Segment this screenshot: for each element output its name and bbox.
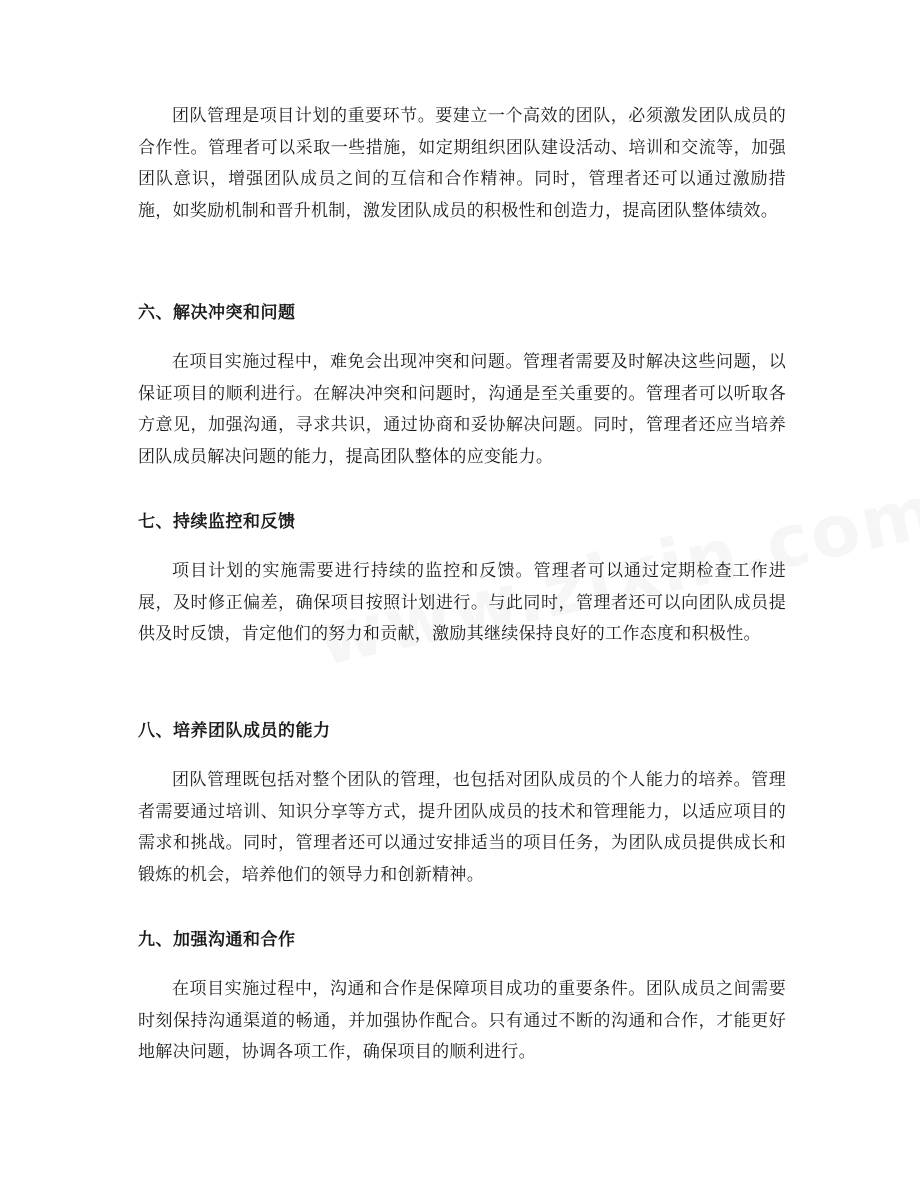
heading-section-9: 九、加强沟通和合作 [138, 930, 296, 950]
paragraph-section-6: 在项目实施过程中，难免会出现冲突和问题。管理者需要及时解决这些问题，以保证项目的顺利进行。在解决冲突和问题时，沟通是至关重要的。管理者可以听取各方意见，加强沟通，寻求共识，通过协商和妥协解决问题。同时，管理者还应当培养团队成员解决问题的能力，提高团队整体的应变能力。 [138, 352, 786, 467]
heading-section-6: 六、解决冲突和问题 [138, 303, 296, 323]
heading-section-8: 八、培养团队成员的能力 [138, 721, 331, 741]
paragraph-section-9: 在项目实施过程中，沟通和合作是保障项目成功的重要条件。团队成员之间需要时刻保持沟通渠道的畅通，并加强协作配合。只有通过不断的沟通和合作，才能更好地解决问题，协调各项工作，确保项目的顺利进行。 [138, 979, 786, 1063]
heading-section-7: 七、持续监控和反馈 [138, 512, 296, 532]
paragraph-section-7: 项目计划的实施需要进行持续的监控和反馈。管理者可以通过定期检查工作进展，及时修正偏差，确保项目按照计划进行。与此同时，管理者还可以向团队成员提供及时反馈，肯定他们的努力和贡献，激励其继续保持良好的工作态度和积极性。 [138, 561, 786, 645]
paragraph-section-8: 团队管理既包括对整个团队的管理，也包括对团队成员的个人能力的培养。管理者需要通过培训、知识分享等方式，提升团队成员的技术和管理能力，以适应项目的需求和挑战。同时，管理者还可以通过安排适当的项目任务，为团队成员提供成长和锻炼的机会，培养他们的领导力和创新精神。 [138, 770, 786, 885]
paragraph-team-management: 团队管理是项目计划的重要环节。要建立一个高效的团队，必须激发团队成员的合作性。管理者可以采取一些措施，如定期组织团队建设活动、培训和交流等，加强团队意识，增强团队成员之间的互信和合作精神。同时，管理者还可以通过激励措施，如奖励机制和晋升机制，激发团队成员的积极性和创造力，提高团队整体绩效。 [138, 106, 786, 221]
